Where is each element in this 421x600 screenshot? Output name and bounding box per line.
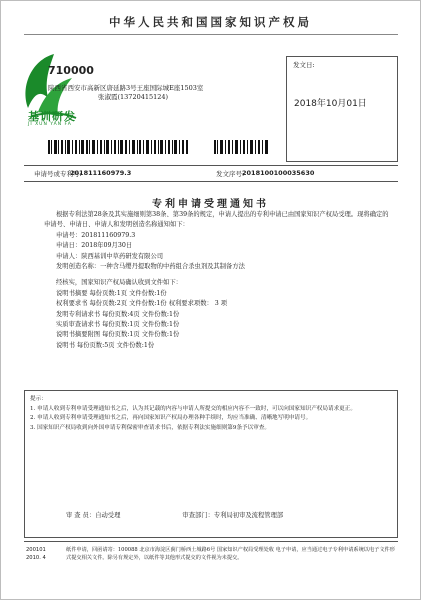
barcode <box>48 140 188 154</box>
reminder-heading: 提示： <box>30 396 47 402</box>
address-line-1: 陕西省西安市高新区唐延路3号王座国际城E座1503室 <box>48 84 204 92</box>
body-line: 申请号：201811160979.3 <box>56 231 136 239</box>
received-file-item: 说明书摘要附图 每份页数:1页 文件份数:1份 <box>56 331 180 339</box>
issue-date-box <box>286 56 398 162</box>
received-file-item: 说明书摘要 每份页数:1页 文件份数:1份 <box>56 289 167 297</box>
body-line: 发明创造名称：一种含马缨丹提取物的中药组合杀虫剂及其制备方法 <box>56 263 245 271</box>
body-intro: 根据专利法第28条及其实施细则第38条、第39条的规定，申请人提出的专利申请已由国家知识产权局受理。现将确定的申请号、申请日、申请人和发明创造名称通知如下： <box>44 211 389 229</box>
received-file-item: 发明专利请求书 每份页数:4页 文件份数:1份 <box>56 310 180 318</box>
body-line: 申请日：2018年09月30日 <box>56 242 133 250</box>
received-files-intro: 经核实，国家知识产权局确认收到文件如下： <box>56 279 182 287</box>
logo-name-cn: 基训研发 <box>28 110 76 123</box>
postcode: 710000 <box>48 64 94 77</box>
sender-address <box>48 84 258 102</box>
address-line-2: 张淑霞(13720415124) <box>98 93 169 101</box>
document-number-value: 2018100100035630 <box>242 169 315 177</box>
document-number-label: 发文序号: <box>216 170 245 178</box>
reminder-item: 3. 国家知识产权局收到向外国申请专利保密审查请求书后，依据专利法实施细则第9条予以审查。 <box>30 424 271 431</box>
application-number-label: 申请号或专利号: <box>34 170 82 178</box>
logo-name-pinyin: JI XUN YAN FA <box>28 122 72 127</box>
reminder-item: 2. 申请人收到专利申请受理通知书之后，再向国家知识产权局办理各种手续时，均应当准确、清晰地写明申请号。 <box>30 415 312 421</box>
form-code: 2010. 4 <box>26 555 46 561</box>
form-codes <box>26 546 66 562</box>
reminder-section <box>30 395 390 433</box>
body-line: 申请人：陕西基训中草药研发有限公司 <box>56 252 164 260</box>
header-divider <box>24 34 398 35</box>
application-number-value: 201811160979.3 <box>70 169 132 177</box>
received-file-item: 说明书 每份页数:5页 文件份数:1份 <box>56 341 155 349</box>
reviewer: 审 查 员：自动受理 <box>66 512 121 519</box>
issue-date-label: 发文日: <box>293 61 315 69</box>
received-file-item: 权利要求书 每份页数:2页 文件份数:1份 权利要求项数： 3 项 <box>56 300 228 308</box>
footer-divider <box>24 541 398 542</box>
notice-body <box>44 210 394 351</box>
footer-instructions: 纸件申请，回函请寄：100088 北京市海淀区蓟门桥西土城路6号 国家知识产权局受理处收 电子申请，应当通过电子专利申请系统以电子文件形式提交相关文件。除另有规定外，以纸件等其他形式提交的文件视为未提交。 <box>66 547 395 561</box>
reminder-item: 1. 申请人收到专利申请受理通知书之后，认为其记载的内容与申请人所提交的相应内容不一致时，可以向国家知识产权局请求更正。 <box>30 405 356 412</box>
form-code: 200101 <box>26 547 46 553</box>
barcode-secondary <box>214 140 270 154</box>
review-department: 审查部门：专利局初审及流程管理部 <box>182 512 284 519</box>
received-file-item: 实质审查请求书 每份页数:1页 文件份数:1份 <box>56 321 180 329</box>
issue-date-value: 2018年10月01日 <box>294 99 367 109</box>
review-info <box>30 510 390 519</box>
document-title: 专利申请受理通知书 <box>152 199 269 210</box>
office-header: 中华人民共和国国家知识产权局 <box>109 15 312 29</box>
